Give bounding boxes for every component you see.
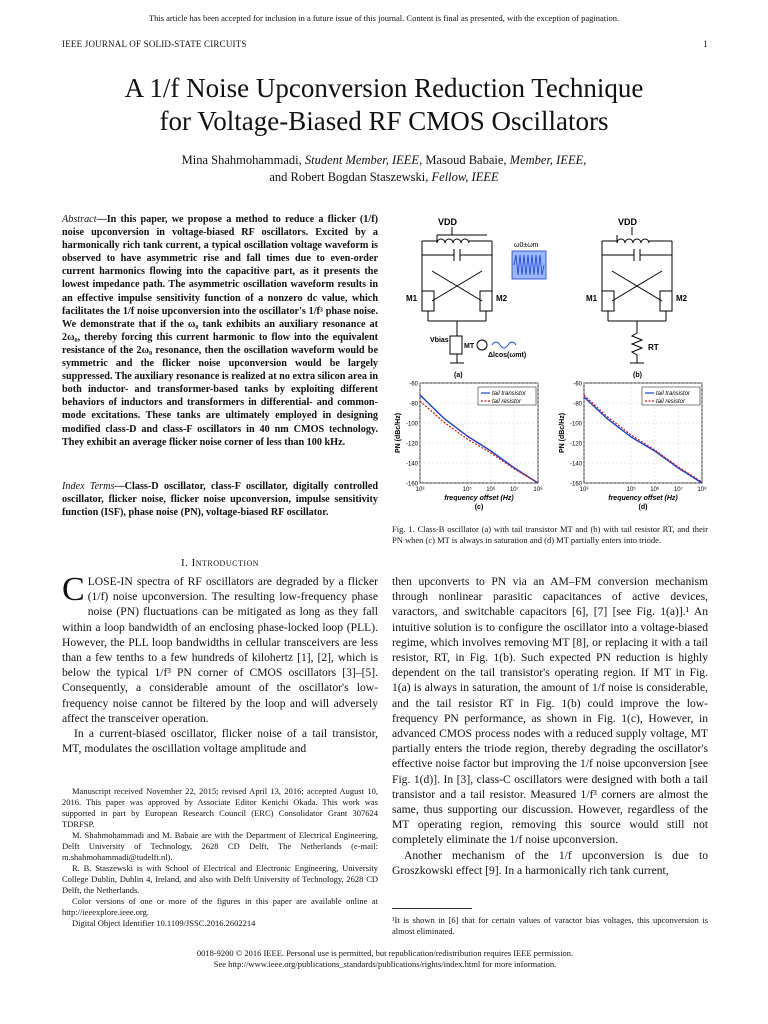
x-tick-label: 10⁸ [533, 487, 543, 493]
footnote-doi: Digital Object Identifier 10.1109/JSSC.2016.2602214 [72, 918, 256, 928]
intro-paragraph-2: In a current-biased oscillator, flicker noise of a tail transistor, MT, modulates the oscillation voltage amplitude and [62, 727, 378, 756]
vdd-label-b: VDD [618, 217, 638, 227]
author-2: , Masoud Babaie, [419, 153, 507, 167]
footnote-rule [392, 908, 472, 909]
x-tick-label: 10⁶ [650, 487, 660, 493]
x-tick-label: 10⁸ [697, 487, 707, 493]
x-tick-label: 10⁵ [626, 487, 636, 493]
y-tick-label: -60 [573, 381, 582, 388]
m2-label-b: M2 [676, 294, 688, 303]
author-3-role: Fellow, IEEE [431, 170, 499, 184]
y-tick-label: -160 [569, 481, 582, 488]
circuit-b [602, 217, 672, 363]
y-axis-label: PN (dBc/Hz) [559, 412, 566, 454]
right-paragraph-1: then upconverts to PN via an AM–FM conversion mechanism through nonlinear parasitic capacitances of active devices, varactors, and switchable capacitors [6], [7] [see Fig. 1(a)].¹ An intuitive solution is to configure the oscillator into a voltage-biased regime, which involves removing MT [8], or replacing it with a tail resistor, RT, in Fig. 1(b). Such expected PN reduction is highly dependent on the tail transistor's operating region. If MT in Fig. 1(a) is always in saturation, the amount of 1/f noise is considerable, and the tail resistor RT in Fig. 1(b) could improve the low-frequency PN performance, as shown in Fig. 1(c), However, in advanced CMOS process nodes with a reduced supply voltage, MT partially enters the triode region, thereby degrading the oscillator's effective noise factor but improving the 1/f noise upconversion [see Fig. 1(d)]. In [3], class-C oscillators were designed with both a tail transistor and a tail resistor. Measured 1/f³ corners are almost the same, thus supporting our discussion. However, regardless of the MT operating region, removing this source would still not completely eliminate the 1/f noise upconversion. [392, 575, 708, 847]
footnote-manuscript: Manuscript received November 22, 2015; revised April 13, 2016; accepted August 10, 2016. This paper was approved by Associate Editor Kenichi Okada. This work was supported in part by European Research Council (ERC) Consolidator Grant 307624 TDRFSP. [62, 786, 378, 829]
tail-resistor-icon [632, 333, 642, 363]
x-tick-label: 10⁷ [509, 487, 519, 493]
journal-name: IEEE JOURNAL OF SOLID-STATE CIRCUITS [62, 39, 247, 49]
author-3: and Robert Bogdan Staszewski, [269, 170, 429, 184]
legend-entry: tail resistor [492, 399, 522, 405]
noise-wave-icon [492, 342, 516, 348]
right-column-body [392, 574, 708, 878]
subfig-label: (d) [638, 504, 648, 511]
subfig-b-label: (b) [633, 372, 642, 379]
x-axis-label: frequency offset (Hz) [608, 495, 678, 502]
y-axis-label: PN (dBc/Hz) [395, 412, 402, 454]
y-tick-label: -100 [569, 421, 582, 428]
noise-source-icon [477, 340, 487, 350]
section-title: Introduction [191, 557, 260, 569]
author-2-sep: , [583, 153, 587, 167]
y-tick-label: -100 [405, 421, 418, 428]
x-axis-label: frequency offset (Hz) [444, 495, 514, 502]
abstract-text: —In this paper, we propose a method to reduce a flicker (1/f) noise upconversion in voltage-biased RF oscillators. Excited by a harmonically rich tank current, a typical oscillation voltage waveform is observed to have asymmetric rise and fall times due to even-order current harmonics flowing into the capacitive part, as it presents the lowest impedance path. The asymmetric oscillation waveform results in an effective impulse sensitivity function of a nonzero dc value, which facilitates the 1/f noise upconversion into the oscillator's 1/f³ phase noise. We demonstrate that if the ω₀ tank exhibits an auxiliary resonance at 2ω₀, thereby forcing this current harmonic to flow into the equivalent resistance of the 2ω₀ resonance, then the oscillation waveform would be symmetric and the flicker noise upconversion would be largely suppressed. The auxiliary resonance is realized at no extra silicon area in both inductor- and transformer-based tanks by exploiting different behaviors of inductors and transformers in differential- and common-mode excitations. These tanks are ultimately employed in designing modified class-D and class-F oscillators in 40 nm CMOS technology. They exhibit an average flicker noise corner of less than 100 kHz. [62, 214, 379, 448]
y-tick-label: -160 [405, 481, 418, 488]
x-tick-label: 10⁷ [673, 487, 683, 493]
copyright-line-1: 0018-9200 © 2016 IEEE. Personal use is permitted, but republication/redistribution requires IEEE permission. [196, 948, 574, 958]
figure-1-svg [392, 211, 708, 516]
figure-caption: Fig. 1. Class-B oscillator (a) with tail transistor MT and (b) with tail resistor RT, and their PN when (c) MT is always in saturation and (d) MT partially enters into triode. [392, 524, 708, 545]
title-line-2: for Voltage-Biased RF CMOS Oscillators [159, 106, 609, 136]
plot-d [559, 382, 707, 512]
footnote-affil-2: R. B. Staszewski is with School of Electrical and Electronic Engineering, University College Dublin, Dublin 4, Ireland, and also with Delft University of Technology, 2628 CD Delft, the Netherlands. [62, 863, 378, 895]
plot-c [395, 382, 543, 512]
mt-body [450, 336, 462, 354]
abstract-label: Abstract [62, 214, 97, 225]
acceptance-banner: This article has been accepted for inclusion in a future issue of this journal. Content is final as presented, with the exception of pagination. [148, 13, 620, 23]
x-tick-label: 10⁶ [486, 487, 496, 493]
page-number: 1 [703, 39, 708, 49]
footnote-right: ¹It is shown in [6] that for certain values of varactor bias voltages, this upconversion is almost eliminated. [392, 915, 708, 936]
vdd-label-a: VDD [438, 217, 458, 227]
section-heading [62, 557, 378, 569]
copyright-line-2: See http://www.ieee.org/publications_standards/publications/rights/index.html for more information. [213, 959, 557, 969]
subfig-label: (c) [474, 504, 484, 511]
footnotes-left [62, 786, 378, 929]
x-tick-label: 10³ [415, 487, 425, 493]
y-tick-label: -120 [569, 441, 582, 448]
author-list [60, 152, 708, 186]
y-tick-label: -140 [569, 461, 582, 468]
author-2-role: Member, IEEE [509, 153, 584, 167]
inductor-a [437, 235, 469, 243]
x-tick-label: 10⁵ [462, 487, 472, 493]
legend-entry: tail transistor [492, 391, 527, 397]
subfig-a-label: (a) [454, 372, 463, 379]
rt-label: RT [648, 343, 659, 352]
y-tick-label: -80 [573, 401, 582, 408]
abstract [62, 213, 378, 449]
paper-title [40, 72, 728, 138]
inductor-b [617, 235, 649, 243]
freq-label: ω0±ωm [514, 242, 539, 249]
x-tick-label: 10³ [579, 487, 589, 493]
right-paragraph-2: Another mechanism of the 1/f upconversion is due to Groszkowski effect [9]. In a harmonically rich tank current, [392, 848, 708, 877]
index-terms [62, 480, 378, 519]
running-head [62, 39, 708, 49]
copyright-notice [62, 948, 708, 970]
m2-label-a: M2 [496, 294, 508, 303]
intro-body [62, 571, 378, 756]
index-terms-text: —Class-D oscillator, class-F oscillator, digitally controlled oscillator, flicker noise, flicker noise upconversion, impulse sensitivity function (ISF), phase noise (PN), voltage-biased RF oscillator. [62, 481, 378, 519]
intro-paragraph-1 [62, 571, 378, 726]
noise-source-label: Δlcos(ωmt) [488, 352, 527, 359]
author-1-role: Student Member, IEEE [304, 153, 420, 167]
spectrum-waveform [512, 251, 546, 279]
footnote-affil-1: M. Shahmohammadi and M. Babaie are with the Department of Electrical Engineering, Delft University of Technology, 2628 CD Delft, The Netherlands (e-mail: m.shahmohammadi@tudelft.nl). [62, 830, 378, 862]
section-number: I. [180, 557, 189, 569]
legend-entry: tail resistor [656, 399, 686, 405]
intro-p1-text: LOSE-IN spectra of RF oscillators are degraded by a flicker (1/f) noise upconversion. The resulting low-frequency phase noise (PN) fluctuations can be mitigated as long as they fall within a loop bandwidth of an enclosing phase-locked loop (PLL). However, the PLL loop bandwidths in cellular transceivers are less than a few tenths to a few hundreds of kilohertz [1], [2], which is below the typical 1/f³ PN corner of CMOS oscillators [3]–[5]. Consequently, a considerable amount of the oscillator's low-frequency noise cannot be filtered by the loop and will adversely affect the transceiver operation. [62, 575, 378, 725]
mt-label: MT [464, 343, 475, 350]
author-1: Mina Shahmohammadi, [181, 153, 302, 167]
y-tick-label: -140 [405, 461, 418, 468]
index-terms-label: Index Terms [62, 481, 115, 492]
drop-cap: C [62, 571, 85, 608]
m1-label-a: M1 [406, 294, 418, 303]
vbias-label: Vbias [430, 337, 449, 344]
y-tick-label: -60 [409, 381, 418, 388]
footnote-color: Color versions of one or more of the figures in this paper are available online at http://ieeexplore.ieee.org. [62, 896, 378, 917]
y-tick-label: -120 [405, 441, 418, 448]
m1-label-b: M1 [586, 294, 598, 303]
figure-1 [392, 211, 708, 516]
title-line-1: A 1/f Noise Upconversion Reduction Technique [124, 73, 644, 103]
y-tick-label: -80 [409, 401, 418, 408]
legend-entry: tail transistor [656, 391, 691, 397]
